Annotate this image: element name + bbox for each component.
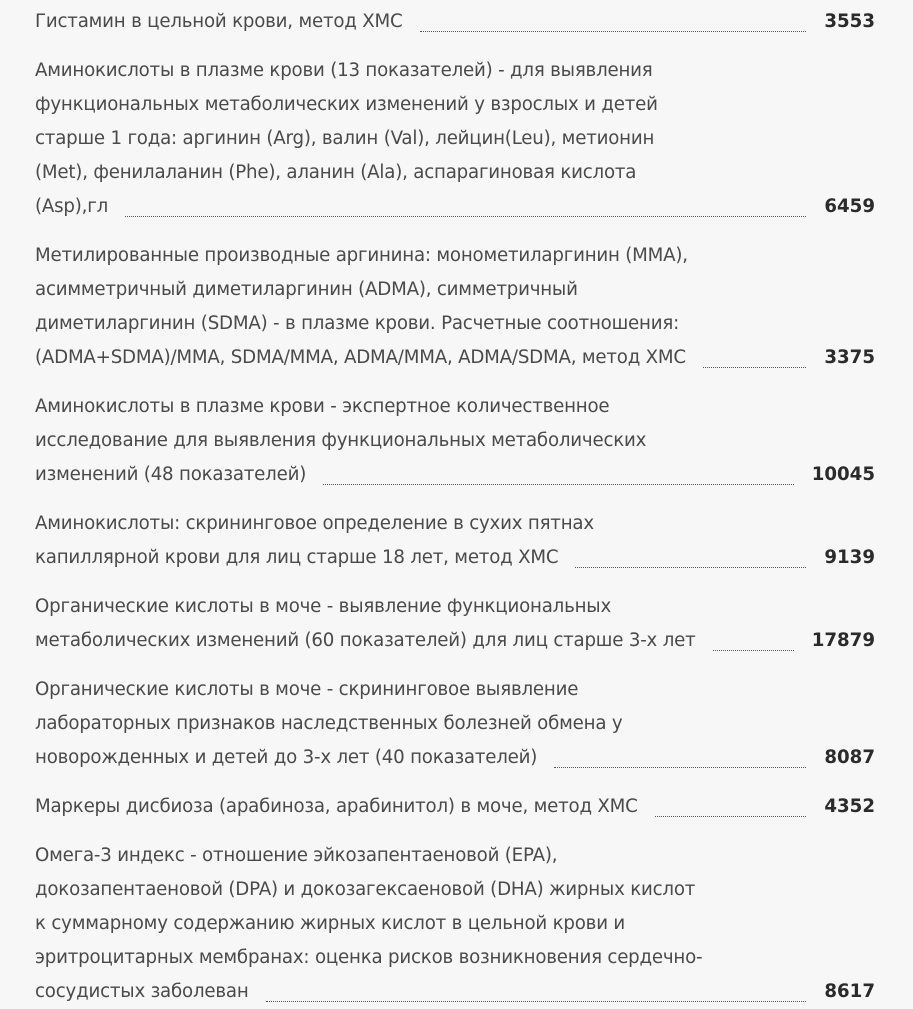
service-name[interactable]: Маркеры дисбиоза (арабиноза, арабинитол) в моче, метод ХМС	[35, 796, 638, 817]
service-price: 4352	[824, 796, 875, 817]
dotted-leader	[713, 650, 794, 651]
price-row-amino-acids-dried-spots[interactable]	[0, 507, 913, 575]
service-name[interactable]: Органические кислоты в моче - скрининговое выявление лабораторных признаков наследственных болезней обмена у новорожденных и детей до 3-х лет (40 показателей)	[35, 679, 623, 768]
service-price: 8087	[824, 747, 875, 768]
price-row-dysbiosis-markers[interactable]	[0, 790, 913, 824]
price-row-organic-acids-40[interactable]	[0, 673, 913, 775]
service-name[interactable]: Метилированные производные аргинина: монометиларгинин (MMA), асимметричный диметиларгинин (ADMA), симметричный диметиларгинин (SDMA) - в плазме крови. Расчетные соотношения: (ADMA+SDMA)/MMA, SDMA/MMA, ADMA/MMA, ADMA/SDMA, метод ХМС	[35, 245, 688, 368]
dotted-leader	[554, 767, 806, 768]
price-row-amino-acids-13[interactable]	[0, 54, 913, 224]
dotted-leader	[125, 216, 806, 217]
service-name[interactable]: Омега-3 индекс - отношение эйкозапентаеновой (EPA), докозапентаеновой (DPA) и докозагексаеновой (DHA) жирных кислот к суммарному содержанию жирных кислот в цельной крови и эритроцитарных мембранах: оценка рисков возникновения сердечно-сосудистых заболеван	[35, 845, 703, 1002]
service-name[interactable]: Аминокислоты: скрининговое определение в сухих пятнах капиллярной крови для лиц старше 18 лет, метод ХМС	[35, 513, 594, 568]
service-name[interactable]: Аминокислоты в плазме крови - экспертное количественное исследование для выявления функциональных метаболических изменений (48 показателей)	[35, 396, 647, 485]
service-price: 3375	[824, 347, 875, 368]
service-price: 9139	[824, 547, 875, 568]
price-row-omega-3-index[interactable]	[0, 839, 913, 1009]
service-price: 10045	[811, 464, 875, 485]
dotted-leader	[575, 567, 806, 568]
service-name[interactable]: Органические кислоты в моче - выявление функциональных метаболических изменений (60 показателей) для лиц старше 3-х лет	[35, 596, 696, 651]
service-price: 6459	[824, 196, 875, 217]
price-row-histamine[interactable]	[0, 5, 913, 39]
service-name[interactable]: Гистамин в цельной крови, метод ХМС	[35, 11, 403, 32]
price-row-methylated-arginine[interactable]	[0, 239, 913, 375]
dotted-leader	[323, 484, 794, 485]
dotted-leader	[703, 367, 806, 368]
dotted-leader	[655, 816, 807, 817]
dotted-leader	[420, 31, 807, 32]
dotted-leader	[266, 1001, 807, 1002]
service-name[interactable]: Аминокислоты в плазме крови (13 показателей) - для выявления функциональных метаболических изменений у взрослых и детей старше 1 года: аргинин (Arg), валин (Val), лейцин(Leu), метионин (Met), фенилаланин (Phe), аланин (Ala), аспарагиновая кислота (Asp),гл	[35, 60, 658, 217]
service-price: 3553	[824, 11, 875, 32]
price-row-organic-acids-60[interactable]	[0, 590, 913, 658]
price-row-amino-acids-48[interactable]	[0, 390, 913, 492]
service-price: 8617	[824, 981, 875, 1002]
service-price: 17879	[811, 630, 875, 651]
